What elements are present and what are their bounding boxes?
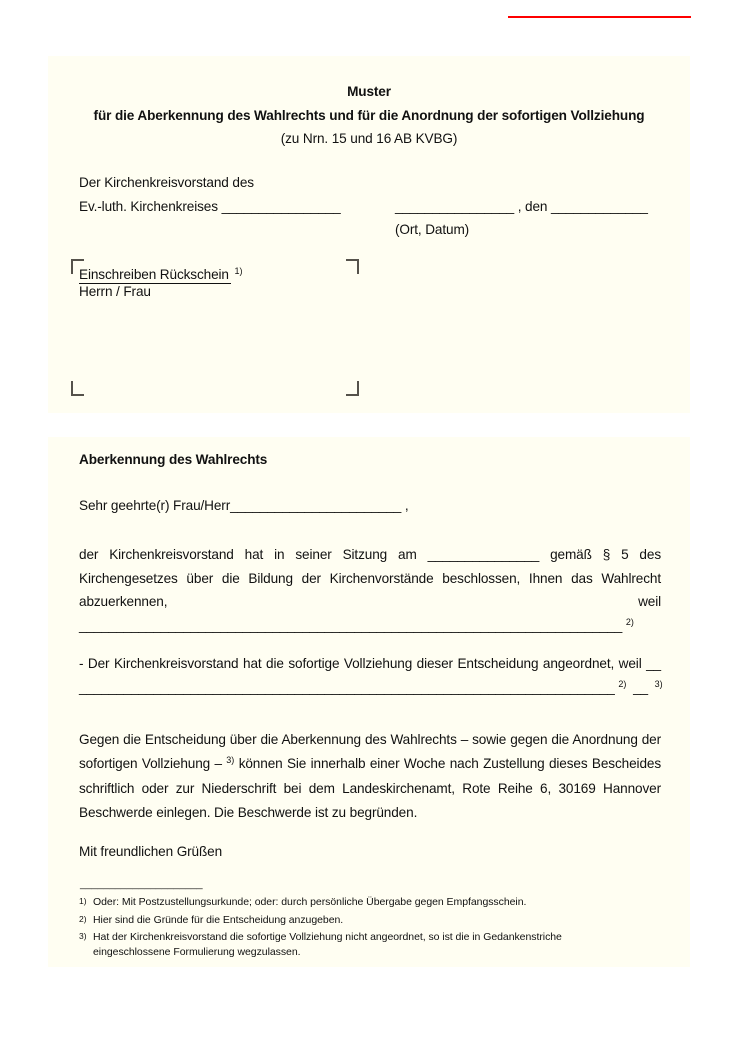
sender-line-2 — [79, 199, 341, 215]
decision-line-2: Kirchengesetzes über die Bildung der Kirchenvorstände beschlossen, Ihnen das Wahlrecht — [79, 570, 661, 586]
decision-blank-field: _________________________________________________________________________ — [79, 617, 623, 633]
footnote-ref-2-marker: 2) — [618, 678, 627, 689]
sender-line-1: Der Kirchenkreisvorstand des — [79, 175, 254, 190]
footnote-2-text: Hier sind die Gründe für die Entscheidung anzugeben. — [93, 913, 344, 926]
footnote-ref-3-marker: 3) — [654, 678, 663, 689]
decision-paragraph — [79, 543, 661, 639]
closing-formula: Mit freundlichen Grüßen — [79, 844, 223, 859]
footnote-3 — [79, 930, 661, 959]
appeal-paragraph — [79, 728, 661, 824]
enforcement-paragraph — [79, 652, 661, 701]
enforcement-mid-blank-field: __ — [633, 679, 648, 695]
document-subtitle: für die Aberkennung des Wahlrechts und für die Anordnung der sofortigen Vollziehung — [93, 107, 645, 123]
address-corner-bottom-left — [71, 381, 84, 396]
date-label: , den — [517, 199, 548, 214]
footnote-1-marker: 1) — [79, 896, 87, 906]
document-reference: (zu Nrn. 15 und 16 AB KVBG) — [280, 131, 458, 146]
delivery-method: Einschreiben Rückschein — [79, 267, 229, 282]
decision-line-3 — [79, 590, 661, 614]
decision-blank-line — [79, 614, 661, 640]
footnote-separator: _____________________ — [80, 878, 203, 890]
sender-blank-field: ________________ — [221, 199, 341, 214]
footnote-3-marker: 3) — [79, 931, 87, 941]
footnote-3-text: Hat der Kirchenkreisvorstand die sofortige Vollziehung nicht angeordnet, so ist die in Gedankenstriche eingeschlossene Formulierung wegzulassen. — [93, 931, 562, 958]
footnote-2-marker: 2) — [79, 913, 87, 924]
footnotes-block — [79, 895, 661, 962]
appeal-text-part-1: Gegen die Entscheidung über die Aberkennung des Wahlrechts – sowie gegen die Anordnung der sofortigen Vollziehung – — [79, 732, 661, 771]
footnote-1-text: Oder: Mit Postzustellungsurkunde; oder: durch persönliche Übergabe gegen Empfangsschein. — [93, 896, 527, 908]
place-date-line — [395, 199, 648, 215]
salutation-suffix: , — [401, 498, 409, 513]
red-underline-mark — [508, 16, 691, 18]
appeal-text-part-2: können Sie innerhalb einer Woche nach Zustellung dieses Bescheides schriftlich oder zur Niederschrift bei dem Landeskirchenamt, Rote Reihe 6, 30169 Hannover Beschwerde einlegen. Die Beschwerde ist zu begründen. — [79, 755, 661, 820]
document-header — [48, 80, 690, 151]
letter-subject: Aberkennung des Wahlrechts — [79, 452, 268, 467]
footnote-ref-1-marker: 1) — [234, 266, 243, 276]
decision-line-3-left: abzuerkennen, — [79, 594, 168, 609]
place-blank-field: ________________ — [395, 199, 515, 214]
address-corner-top-right — [346, 259, 359, 274]
enforcement-line-1: - Der Kirchenkreisvorstand hat die sofortige Vollziehung dieser Entscheidung angeordnet, weil __ — [79, 656, 661, 671]
salutation-line — [79, 498, 409, 514]
document-title: Muster — [347, 84, 391, 99]
decision-line-1: der Kirchenkreisvorstand hat in seiner Sitzung am _______________ gemäß § 5 des — [79, 547, 661, 562]
recipient-salutation: Herrn / Frau — [79, 284, 151, 299]
page-section-top — [48, 56, 690, 413]
decision-line-3-right: weil — [638, 594, 661, 609]
footnote-1 — [79, 895, 661, 910]
address-corner-bottom-right — [346, 381, 359, 396]
salutation-prefix: Sehr geehrte(r) Frau/Herr — [79, 498, 231, 513]
enforcement-blank-field: ________________________________________________________________________ — [79, 679, 615, 695]
footnote-ref-3-marker: 3) — [226, 754, 235, 765]
delivery-method-line — [79, 267, 243, 284]
enforcement-blank-line — [79, 676, 661, 702]
place-date-caption: (Ort, Datum) — [395, 222, 470, 237]
page-section-bottom — [48, 437, 690, 967]
footnote-ref-2-marker: 2) — [625, 616, 634, 627]
date-blank-field: _____________ — [551, 199, 648, 214]
footnote-2 — [79, 913, 661, 928]
sender-label: Ev.-luth. Kirchenkreises — [79, 199, 218, 214]
salutation-blank-field: _______________________ — [230, 498, 402, 513]
